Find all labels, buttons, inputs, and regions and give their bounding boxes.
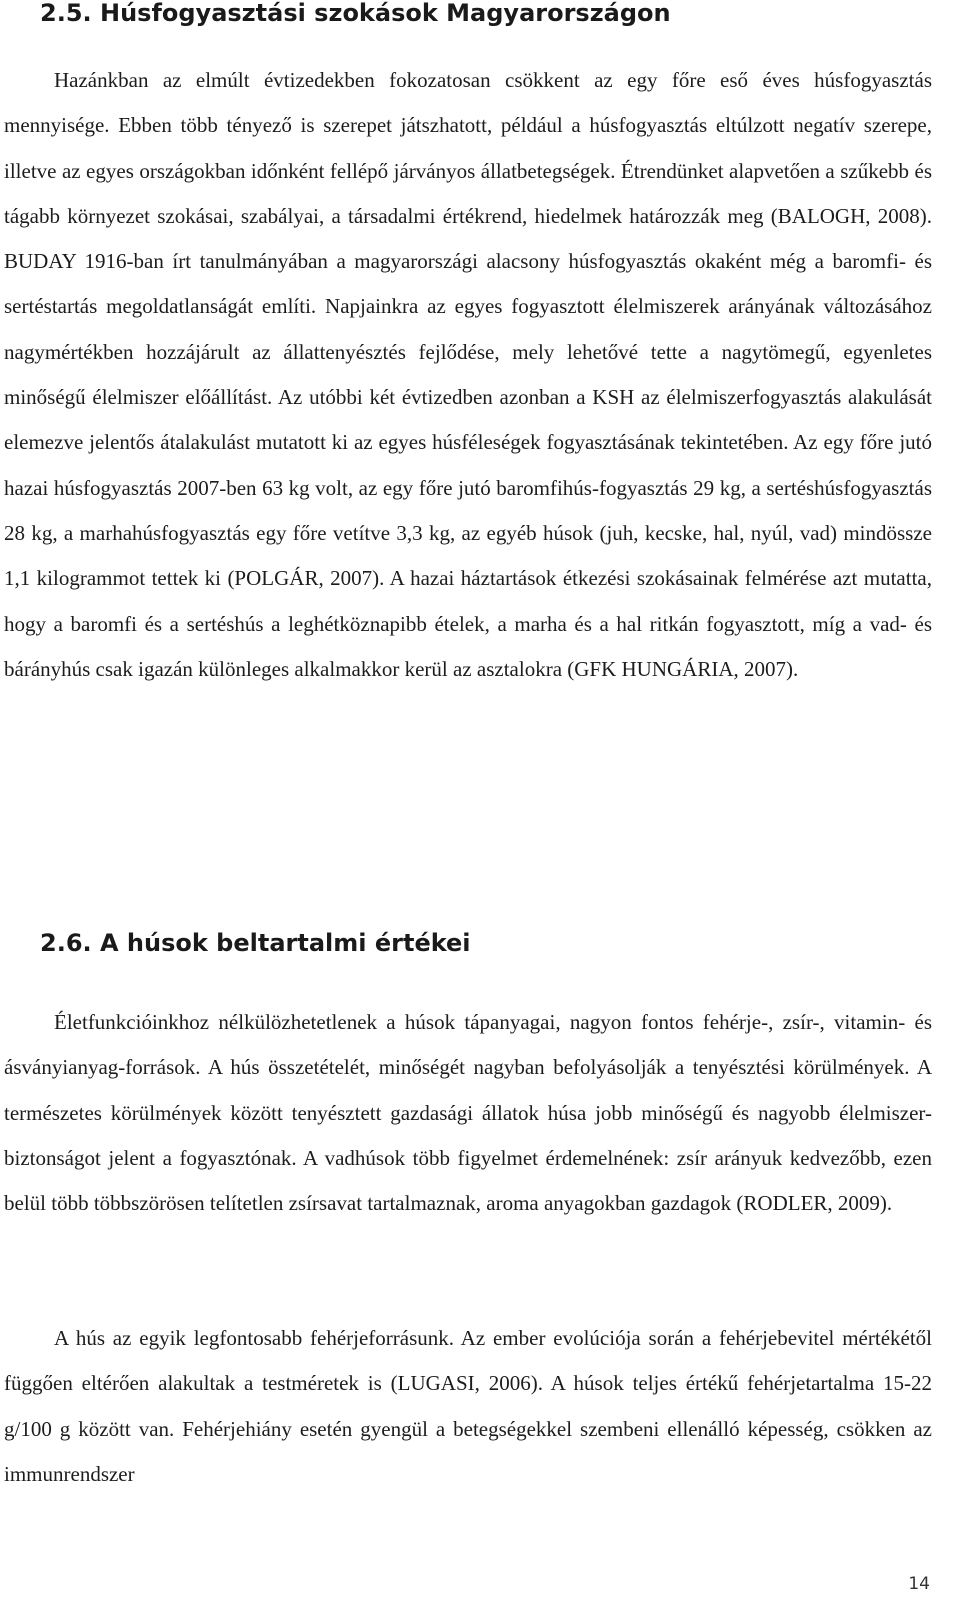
page-number: 14 xyxy=(908,1574,930,1594)
paragraph-meat-consumption: Hazánkban az elmúlt évtizedekben fokozatosan csökkent az egy főre eső éves húsfogyasztás mennyisége. Ebben több tényező is szerepet játszhatott, például a húsfogyasztás eltúlzott negatív szerepe, illetve az egyes országokban időnként fellépő járványos állatbetegségek. Étrendünket alapvetően a szűkebb és tágabb környezet szokásai, szabályai, a társadalmi értékrend, hiedelmek határozzák meg (BALOGH, 2008). BUDAY 1916-ban írt tanulmányában a magyarországi alacsony húsfogyasztás okaként még a baromfi- és sertéstartás megoldatlanságát említi. Napjainkra az egyes fogyasztott élelmiszerek arányának változásához nagymértékben hozzájárult az állattenyésztés fejlődése, mely lehetővé tette a nagytömegű, egyenletes minőségű élelmiszer előállítást. Az utóbbi két évtizedben azonban a KSH az élelmiszerfogyasztás alakulását elemezve jelentős átalakulást mutatott ki az egyes húsféleségek fogyasztásának tekintetében. Az egy főre jutó hazai húsfogyasztás 2007-ben 63 kg volt, az egy főre jutó baromfihús-fogyasztás 29 kg, a sertéshúsfogyasztás 28 kg, a marhahúsfogyasztás egy főre vetítve 3,3 kg, az egyéb húsok (juh, kecske, hal, nyúl, vad) mindössze 1,1 kilogrammot tettek ki (POLGÁR, 2007). A hazai háztartások étkezési szokásainak felmérése azt mutatta, hogy a baromfi és a sertéshús a leghétköznapibb ételek, a marha és a hal ritkán fogyasztott, míg a vad- és bárányhús csak igazán különleges alkalmakkor kerül az asztalokra (GFK HUNGÁRIA, 2007). xyxy=(4,68,932,681)
section-heading-2-6: 2.6. A húsok beltartalmi értékei xyxy=(40,929,471,957)
paragraph-nutrient-sources: Életfunkcióinkhoz nélkülözhetetlenek a húsok tápanyagai, nagyon fontos fehérje-, zsír-, vitamin- és ásványianyag-források. A hús összetételét, minőségét nagyban befolyásolják a tenyésztési körülmények. A természetes körülmények között tenyésztett gazdasági állatok húsa jobb minőségű és nagyobb élelmiszer-biztonságot jelent a fogyasztónak. A vadhúsok több figyelmet érdemelnének: zsír arányuk kedvezőbb, ezen belül több többszörösen telítetlen zsírsavat tartalmaznak, aroma anyagokban gazdagok (RODLER, 2009). xyxy=(4,1010,932,1216)
paragraph-protein-source: A hús az egyik legfontosabb fehérjeforrásunk. Az ember evolúciója során a fehérjebevitel mértékétől függően eltérően alakultak a testméretek is (LUGASI, 2006). A húsok teljes értékű fehérjetartalma 15-22 g/100 g között van. Fehérjehiány esetén gyengül a betegségekkel szembeni ellenálló képesség, csökken az immunrendszer xyxy=(4,1326,932,1486)
section-heading-2-5: 2.5. Húsfogyasztási szokások Magyarországon xyxy=(40,0,671,27)
